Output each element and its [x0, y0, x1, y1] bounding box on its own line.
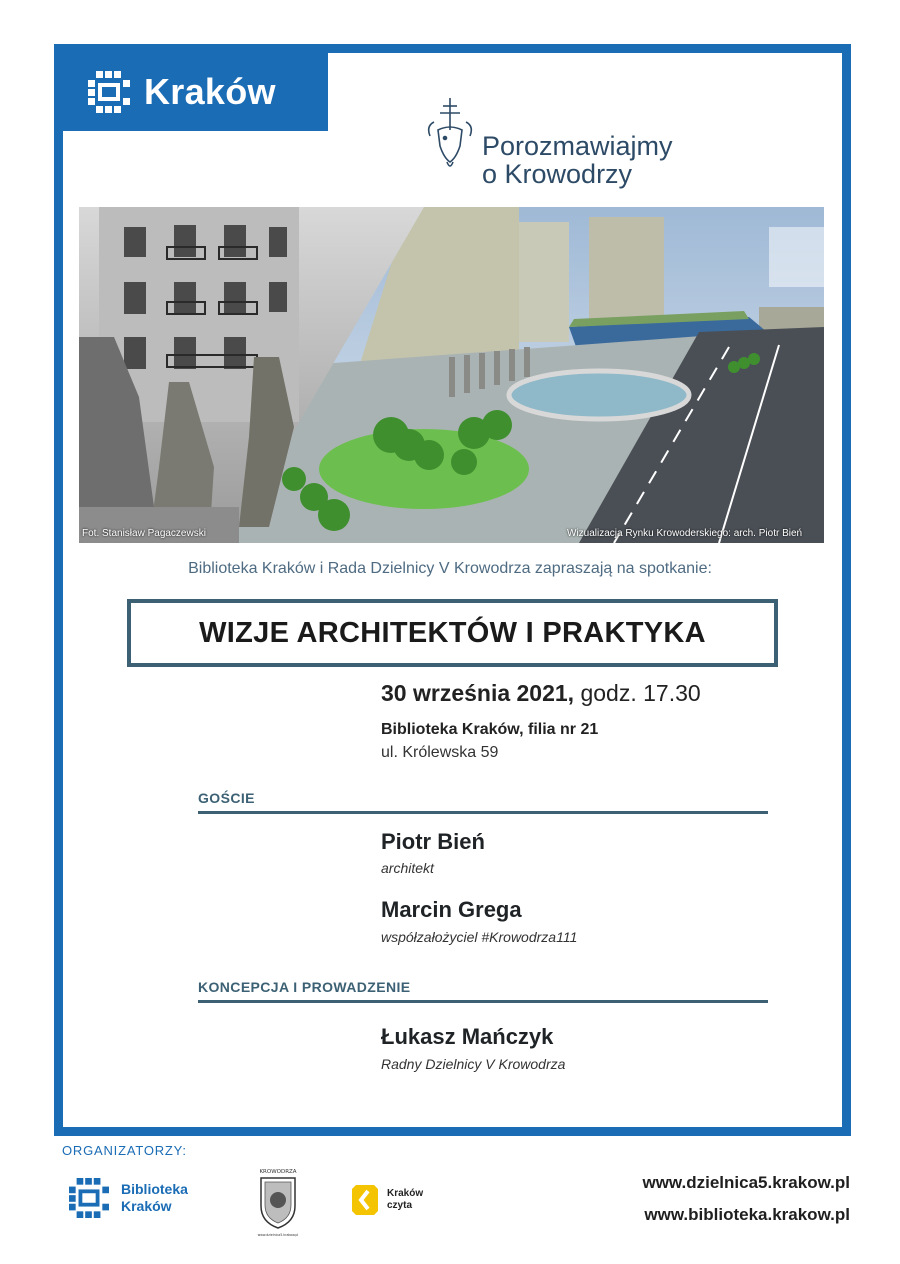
- hero-photo-collage: [79, 207, 824, 543]
- library-name-line2: Kraków: [121, 1198, 172, 1214]
- organizers-label: ORGANIZATORZY:: [62, 1143, 187, 1158]
- biblioteka-krakow-logo: [69, 1178, 188, 1218]
- library-name-line1: Biblioteka: [121, 1181, 188, 1197]
- guest-role: współzałożyciel #Krowodrza111: [381, 929, 578, 945]
- event-date-bold: 30 września 2021,: [381, 680, 575, 706]
- event-address: ul. Królewska 59: [381, 744, 499, 761]
- event-date: [381, 680, 701, 707]
- guest-name: Piotr Bień: [381, 829, 485, 854]
- url-biblioteka[interactable]: www.biblioteka.krakow.pl: [644, 1205, 850, 1224]
- brand-name: Kraków: [144, 71, 276, 112]
- kc-line2: czyta: [387, 1200, 413, 1211]
- url-dzielnica[interactable]: www.dzielnica5.krakow.pl: [642, 1173, 850, 1192]
- krakow-czyta-icon: [350, 1183, 380, 1217]
- event-time: godz. 17.30: [574, 680, 701, 706]
- guest-name: Marcin Grega: [381, 897, 522, 922]
- photo-credit-right: Wizualizacja Rynku Krowoderskiego: arch. Piotr Bień: [567, 528, 803, 539]
- event-title: WIZJE ARCHITEKTÓW I PRAKTYKA: [199, 616, 706, 649]
- photo-credit-left: Fot. Stanisław Pagaczewski: [82, 528, 206, 539]
- krakow-logo-icon: [88, 71, 130, 113]
- series-title-line2: o Krowodrzy: [482, 159, 633, 189]
- invitation-text: Biblioteka Kraków i Rada Dzielnicy V Krowodrza zapraszają na spotkanie:: [188, 560, 712, 577]
- event-venue: [381, 721, 598, 739]
- biblioteka-logo-icon: [69, 1178, 109, 1218]
- host-role: Radny Dzielnicy V Krowodrza: [381, 1056, 566, 1072]
- event-title-box: [127, 599, 778, 667]
- venue-prefix: Biblioteka Kraków, filia: [381, 721, 561, 738]
- venue-number: nr 21: [560, 721, 599, 738]
- krakow-czyta-logo: [350, 1183, 423, 1217]
- series-title-line1: Porozmawiajmy: [482, 131, 673, 161]
- seal-url: www.dzielnica5.krakow.pl: [257, 1233, 299, 1237]
- host-heading: KONCEPCJA I PROWADZENIE: [198, 979, 768, 999]
- series-logo: [420, 96, 673, 196]
- goat-cross-icon: [420, 96, 480, 196]
- guest-role: architekt: [381, 860, 434, 876]
- host-name: Łukasz Mańczyk: [381, 1024, 554, 1049]
- kc-line1: Kraków: [387, 1188, 424, 1199]
- seal-text: KROWODRZA: [259, 1169, 297, 1175]
- krowodrza-seal-icon: [253, 1166, 303, 1238]
- krakow-brand-block: [62, 53, 328, 131]
- guests-heading: GOŚCIE: [198, 790, 768, 810]
